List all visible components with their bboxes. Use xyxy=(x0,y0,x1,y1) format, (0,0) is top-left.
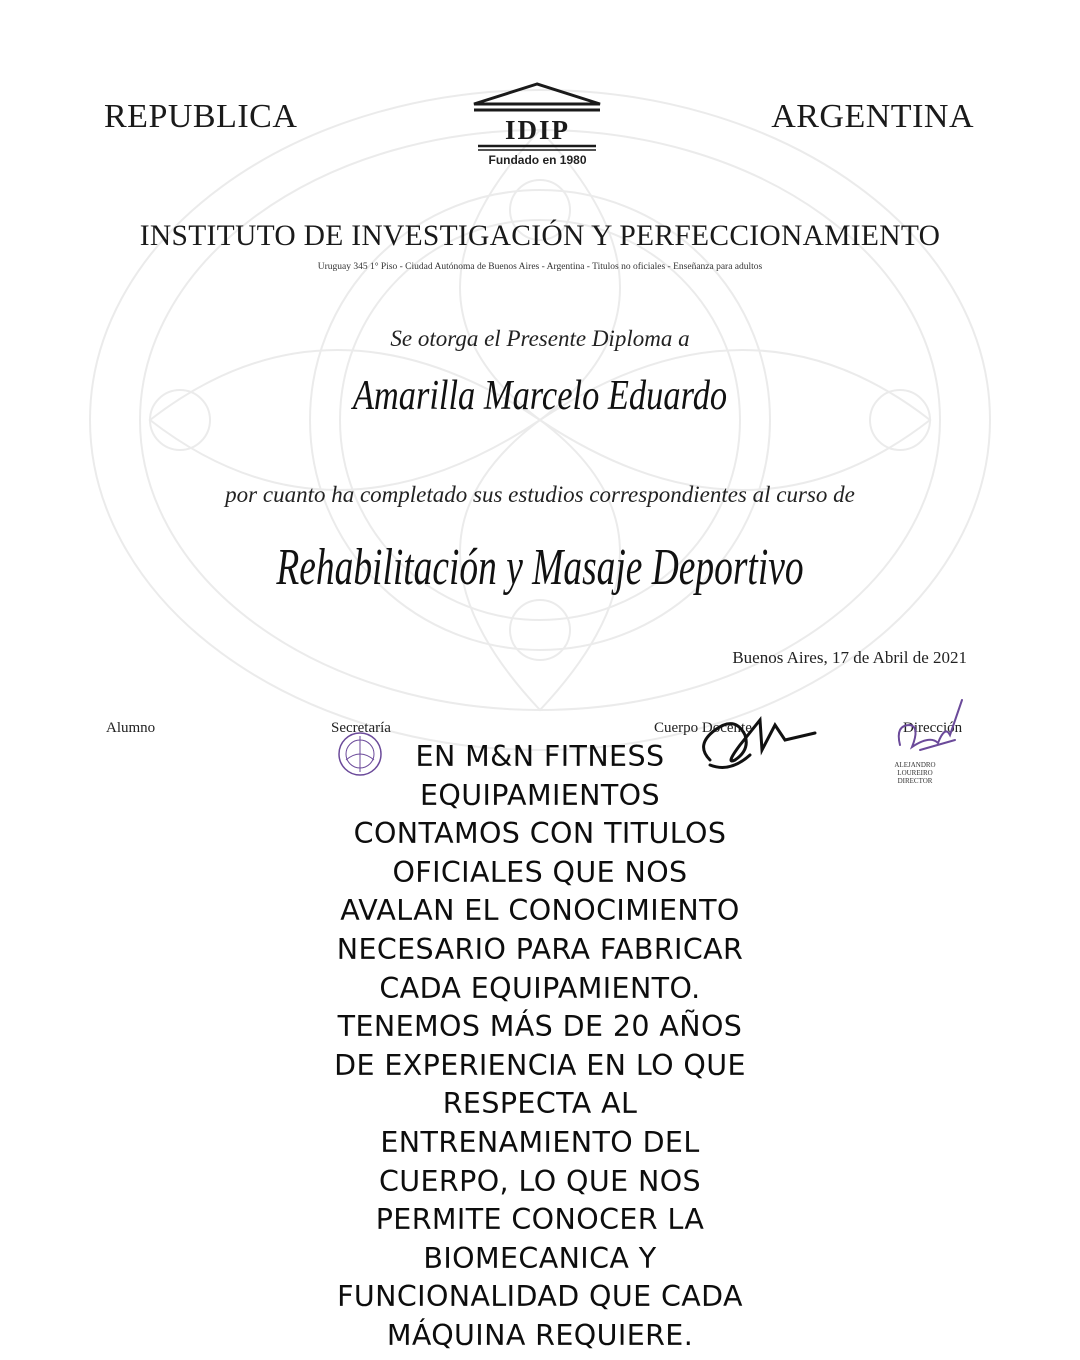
signature-label-direccion: Dirección xyxy=(903,720,963,736)
signature-label-cuerpo-docente: Cuerpo Docente xyxy=(654,720,752,736)
logo-text: IDIP xyxy=(504,115,570,145)
institute-name: INSTITUTO DE INVESTIGACIÓN Y PERFECCIONAMIENTO xyxy=(139,220,941,252)
institute-address: Uruguay 345 1° Piso - Ciudad Autónoma de Buenos Aires - Argentina - Titulos no oficiales - Enseñanza para adultos xyxy=(317,262,763,272)
place-date: Buenos Aires, 17 de Abril de 2021 xyxy=(732,648,967,667)
director-name xyxy=(880,761,950,785)
director-name-line: ALEJANDRO LOUREIRO xyxy=(894,761,936,777)
director-title-line: DIRECTOR xyxy=(897,777,933,785)
completion-text: por cuanto ha completado sus estudios correspondientes al curso de xyxy=(225,482,855,507)
logo-founded: Fundado en 1980 xyxy=(488,153,587,167)
signature-label-secretaria: Secretaría xyxy=(331,720,391,736)
student-name: Amarilla Marcelo Eduardo xyxy=(352,373,728,419)
idip-logo xyxy=(470,80,605,175)
signature-label-alumno: Alumno xyxy=(106,720,156,736)
header-argentina: ARGENTINA xyxy=(771,98,974,135)
promo-overlay-text: EN M&N FITNESS EQUIPAMIENTOS CONTAMOS CON TITULOS OFICIALES QUE NOS AVALAN EL CONOCIMIENTO NECESARIO PARA FABRICAR CADA EQUIPAMIENTO. TENEMOS MÁS DE 20 AÑOS DE EXPERIENCIA EN LO QUE RESPECTA AL ENTRENAMIENTO DEL CUERPO, LO QUE NOS PERMITE CONOCER LA BIOMECANICA Y FUNCIONALIDAD QUE CADA MÁQUINA REQUIERE. xyxy=(334,740,746,1352)
direccion-signature-icon xyxy=(890,695,965,760)
diploma-intro: Se otorga el Presente Diploma a xyxy=(390,326,690,351)
course-name: Rehabilitación y Masaje Deportivo xyxy=(276,539,804,596)
header-republica: REPUBLICA xyxy=(104,98,298,135)
